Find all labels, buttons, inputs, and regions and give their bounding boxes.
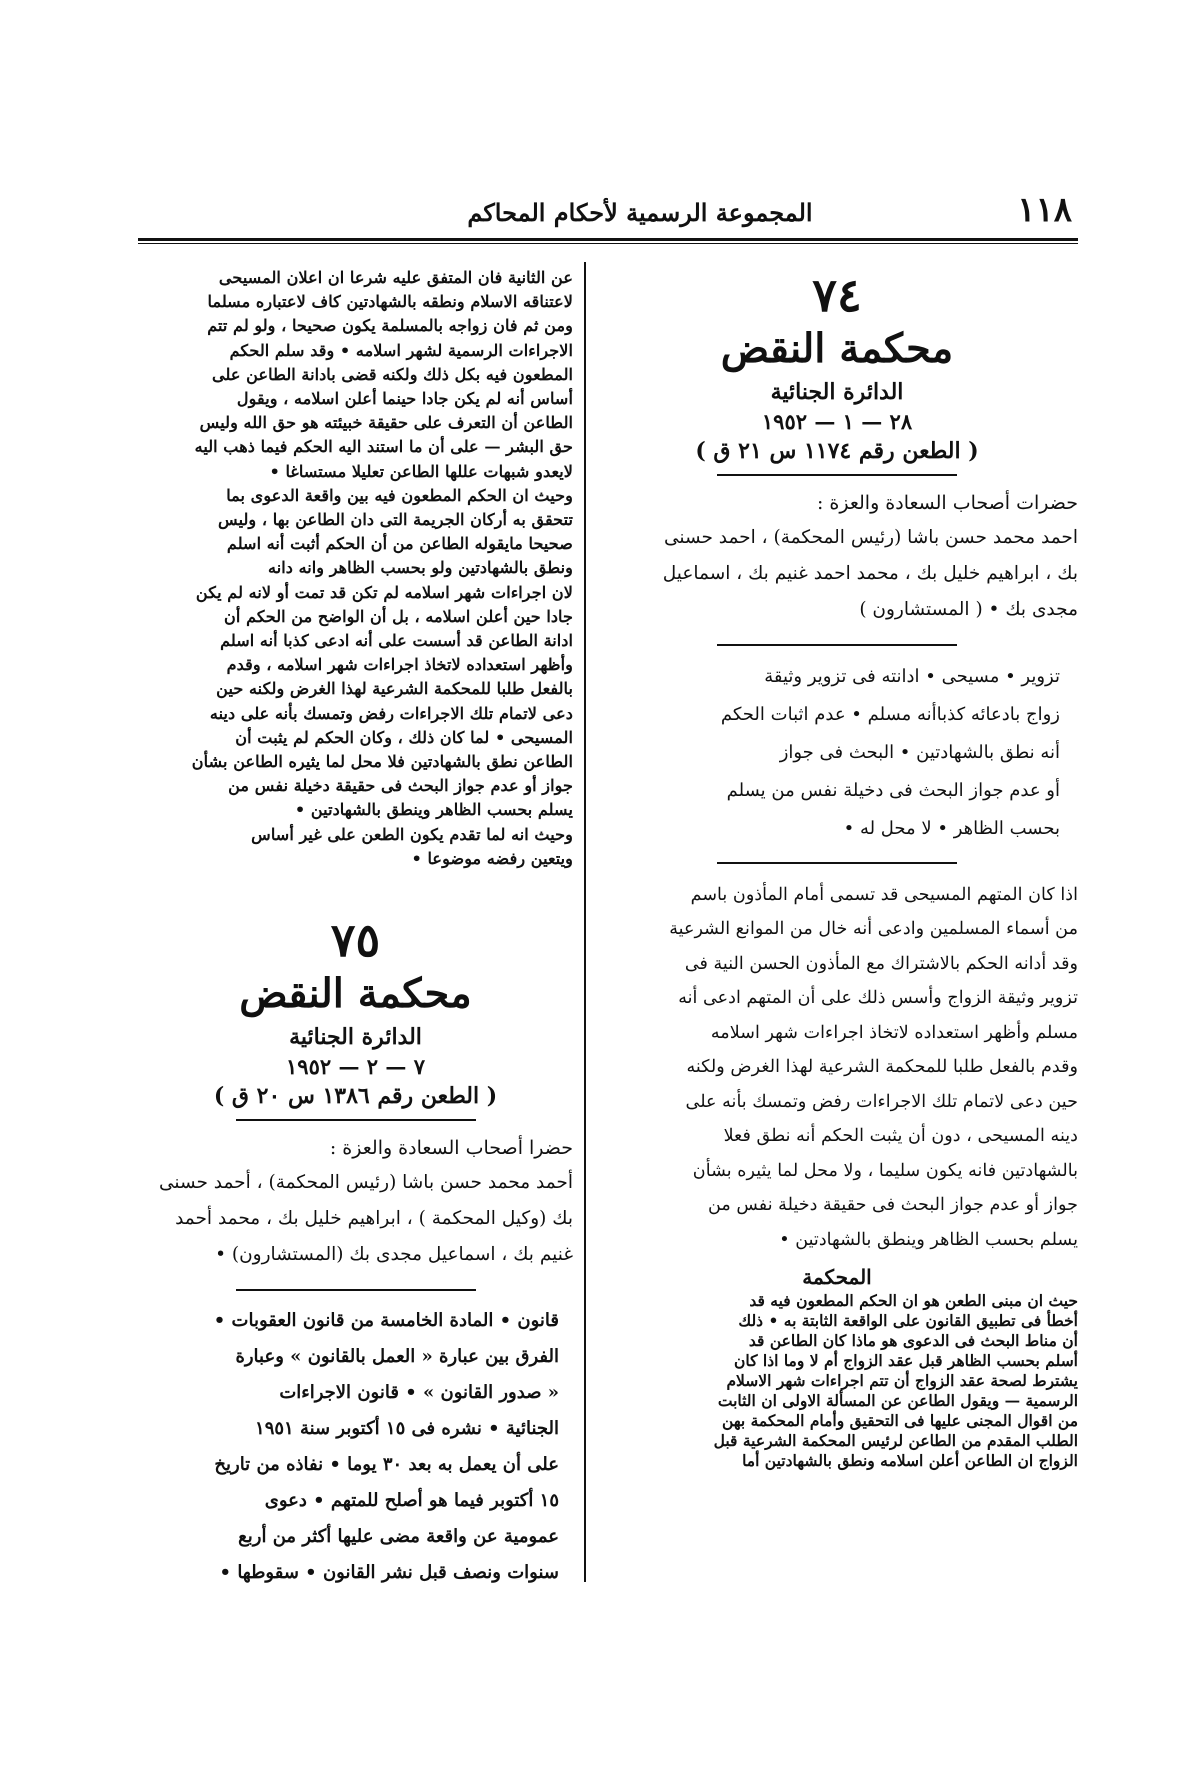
text-line: صحيحا مايقوله الطاعن من أن الحكم أثبت أنه اسلم <box>226 534 573 554</box>
reasoning-line: يشترط لصحة عقد الزواج أن تتم اجراءات شهر الاسلام <box>726 1371 1078 1391</box>
bench-line: غنيم بك ، اسماعيل مجدى بك (المستشارون) • <box>215 1243 573 1265</box>
text-line: بالفعل طلبا للمحكمة الشرعية لهذا الغرض ولكنه حين <box>216 679 573 699</box>
syllabus-line: تزوير • مسيحى • ادانته فى تزوير وثيقة <box>764 665 1060 687</box>
bench-names <box>596 520 1078 628</box>
paragraph <box>138 266 573 484</box>
bench-line: احمد محمد حسن باشا (رئيس المحكمة) ، احمد حسنى <box>663 526 1078 548</box>
bench-line: بك ، ابراهيم خليل بك ، محمد احمد غنيم بك ، اسماعيل <box>662 562 1078 584</box>
summary-line: بالشهادتين فانه يكون سليما ، ولا محل لما يثيره بشأن <box>692 1160 1078 1181</box>
reasoning-line: أن مناط البحث فى الدعوى هو ماذا كان الطاعن قد <box>748 1331 1078 1351</box>
syllabus-line: الفرق بين عبارة « العمل بالقانون » وعبارة <box>235 1345 559 1367</box>
text-line: الطاعن نطق بالشهادتين فلا محل لما يثيره الطاعن بشأن <box>191 752 573 772</box>
syllabus-line: بحسب الظاهر • لا محل له • <box>843 817 1060 839</box>
reasoning-line: حيث ان مبنى الطعن هو ان الحكم المطعون فيه قد <box>749 1291 1078 1311</box>
text-line: ومن ثم فان زواجه بالمسلمة يكون صحيحا ، ولو لم تتم <box>207 316 573 336</box>
section-rule <box>717 644 957 646</box>
court-name: محكمة النقض <box>720 324 954 372</box>
text-line: عن الثانية فان المتفق عليه شرعا ان اعلان المسيحى <box>218 268 573 287</box>
bench-names <box>138 1165 573 1273</box>
text-line: يسلم بحسب الظاهر وينطق بالشهادتين • <box>294 800 573 820</box>
appeal-reference: ( الطعن رقم ١٣٨٦ س ٢٠ ق ) <box>213 1082 498 1109</box>
text-line: المسيحى • لما كان ذلك ، وكان الحكم لم يثبت أن <box>235 727 573 747</box>
judgment-date: ٢٨ — ١ — ١٩٥٢ <box>761 408 913 434</box>
reasoning-line: أسلم بحسب الظاهر قبل عقد الزواج أم لا وما اذا كان <box>734 1351 1078 1371</box>
text-line: الاجراءات الرسمية لشهر اسلامه • وقد سلم الحكم <box>229 340 573 360</box>
summary-line: حين دعى لاتمام تلك الاجراءات رفض وتمسك بأنه على <box>685 1091 1078 1112</box>
syllabus-line: « صدور القانون » • قانون الاجراءات <box>279 1381 559 1403</box>
left-column <box>138 266 573 1591</box>
bench-line: بك (وكيل المحكمة ) ، ابراهيم خليل بك ، محمد أحمد <box>175 1207 573 1229</box>
judgment-date: ٧ — ٢ — ١٩٥٢ <box>286 1053 425 1079</box>
case-summary <box>596 878 1078 1258</box>
reasoning-line: أخطأ فى تطبيق القانون على الواقعة الثابتة به • ذلك <box>738 1311 1078 1331</box>
page-number: ١١٨ <box>1017 190 1072 230</box>
text-line: لان اجراءات شهر اسلامه لم تكن قد تمت أو لانه لم يكن <box>195 582 573 602</box>
summary-line: جواز أو عدم جواز البحث فى حقيقة دخيلة نفس من <box>707 1195 1078 1216</box>
paragraph <box>138 484 573 823</box>
summary-line: اذا كان المتهم المسيحى قد تسمى أمام المأذون باسم <box>690 884 1078 905</box>
section-rule <box>236 1289 476 1291</box>
reasoning-line: من اقوال المجنى عليها فى التحقيق وأمام المحكمة بهن <box>721 1411 1078 1431</box>
header-rule-thin <box>138 243 1078 244</box>
text-line: المطعون فيه بكل ذلك ولكنه قضى بادانة الطاعن على <box>212 364 573 384</box>
text-line: جواز أو عدم جواز البحث فى حقيقة دخيلة نفس من <box>228 776 573 796</box>
syllabus-line: على أن يعمل به بعد ٣٠ يوما • نفاذه من تاريخ <box>214 1453 559 1475</box>
text-line: ويتعين رفضه موضوعا • <box>411 848 573 868</box>
syllabus <box>152 1303 559 1591</box>
court-reasoning <box>596 1291 1078 1471</box>
section-rule <box>236 1119 476 1121</box>
syllabus-line: الجنائية • نشره فى ١٥ أكتوبر سنة ١٩٥١ <box>255 1417 559 1439</box>
summary-line: وقدم بالفعل طلبا للمحكمة الشرعية لهذا الغرض ولكنه <box>686 1057 1078 1078</box>
summary-line: مسلم وأظهر استعداده لاتخاذ اجراءات شهر اسلامه <box>710 1022 1078 1043</box>
appeal-reference: ( الطعن رقم ١١٧٤ س ٢١ ق ) <box>695 437 979 464</box>
bench-title: حضرات أصحاب السعادة والعزة : <box>816 491 1078 514</box>
text-line: ادانة الطاعن قد أسست على أنه ادعى كذبا أنه اسلم <box>220 631 573 651</box>
reasoning-line: الرسمية — ويقول الطاعن عن المسألة الاولى ان الثابت <box>717 1391 1078 1411</box>
paragraph <box>138 823 573 871</box>
text-line: أساس أنه لم يكن جادا حينما أعلن اسلامه ، ويقول <box>236 389 573 409</box>
syllabus-line: أنه نطق بالشهادتين • البحث فى جواز <box>779 741 1060 763</box>
text-line: جادا حين أعلن اسلامه ، بل أن الواضح من الحكم أن <box>224 606 573 626</box>
syllabus-line: زواج بادعائه كذباأنه مسلم • عدم اثبات الحكم <box>720 703 1060 725</box>
court-name: محكمة النقض <box>239 969 472 1017</box>
case-number: ٧٤ <box>812 268 862 322</box>
header-rule <box>138 238 1078 241</box>
text-line: لاعتناقه الاسلام ونطقه بالشهادتين كاف لاعتباره مسلما <box>207 292 573 312</box>
running-header-title: المجموعة الرسمية لأحكام المحاكم <box>467 198 813 227</box>
section-rule <box>717 862 957 864</box>
text-line: وحيث ان الحكم المطعون فيه بين واقعة الدعوى بما <box>226 485 573 505</box>
section-rule <box>717 474 957 476</box>
bench-line: مجدى بك • ( المستشارون ) <box>859 598 1078 620</box>
summary-line: من أسماء المسلمين وادعى أنه خال من الموانع الشرعية <box>669 919 1078 940</box>
bench-line: أحمد محمد حسن باشا (رئيس المحكمة) ، أحمد حسنى <box>158 1171 573 1193</box>
syllabus-line: أو عدم جواز البحث فى دخيلة نفس من يسلم <box>726 779 1060 801</box>
summary-line: يسلم بحسب الظاهر وينطق بالشهادتين • <box>779 1229 1078 1250</box>
summary-line: دينه المسيحى ، دون أن يثبت الحكم أنه نطق فعلا <box>723 1126 1078 1147</box>
text-line: وأظهر استعداده لاتخاذ اجراءات شهر اسلامه ، وقدم <box>226 655 573 675</box>
bench-title: حضرا أصحاب السعادة والعزة : <box>329 1136 573 1159</box>
case-number: ٧٥ <box>330 913 381 968</box>
text-line: وحيث انه لما تقدم يكون الطعن على غير أساس <box>251 824 573 844</box>
syllabus-line: سنوات ونصف قبل نشر القانون • سقوطها • <box>219 1561 559 1583</box>
summary-line: تزوير وثيقة الزواج وأسس ذلك على أن المتهم ادعى أنه <box>678 988 1078 1009</box>
court-heading: المحكمة <box>802 1265 872 1290</box>
syllabus <box>614 658 1060 848</box>
syllabus-line: قانون • المادة الخامسة من قانون العقوبات • <box>213 1309 559 1331</box>
column-divider <box>584 262 586 1582</box>
text-line: لايعدو شبهات عللها الطاعن تعليلا مستساغا • <box>269 461 573 481</box>
reasoning-line: الطلب المقدم من الطاعن لرئيس المحكمة الشرعية قبل <box>713 1431 1078 1451</box>
syllabus-line: عمومية عن واقعة مضى عليها أكثر من أربع <box>238 1525 559 1547</box>
text-line: الطاعن أن التعرف على حقيقة خبيئته هو حق الله وليس <box>199 413 573 433</box>
summary-line: وقد أدانه الحكم بالاشتراك مع المأذون الحسن النية فى <box>684 953 1078 974</box>
text-line: دعى لاتمام تلك الاجراءات رفض وتمسك بأنه على دينه <box>209 703 573 723</box>
reasoning-line: الزواج ان الطاعن أعلن اسلامه ونطق بالشهادتين أما <box>742 1451 1078 1471</box>
text-line: حق البشر — على أن ما استند اليه الحكم فيما ذهب اليه <box>194 437 573 457</box>
syllabus-line: ١٥ أكتوبر فيما هو أصلح للمتهم • دعوى <box>264 1489 559 1511</box>
circuit-name: الدائرة الجنائية <box>289 1023 422 1050</box>
right-column <box>596 270 1078 1471</box>
circuit-name: الدائرة الجنائية <box>770 378 904 405</box>
continuation-text <box>138 266 573 871</box>
text-line: ونطق بالشهادتين ولو بحسب الظاهر وانه دانه <box>268 558 573 578</box>
text-line: تتحقق به أركان الجريمة التى دان الطاعن بها ، وليس <box>217 510 573 530</box>
